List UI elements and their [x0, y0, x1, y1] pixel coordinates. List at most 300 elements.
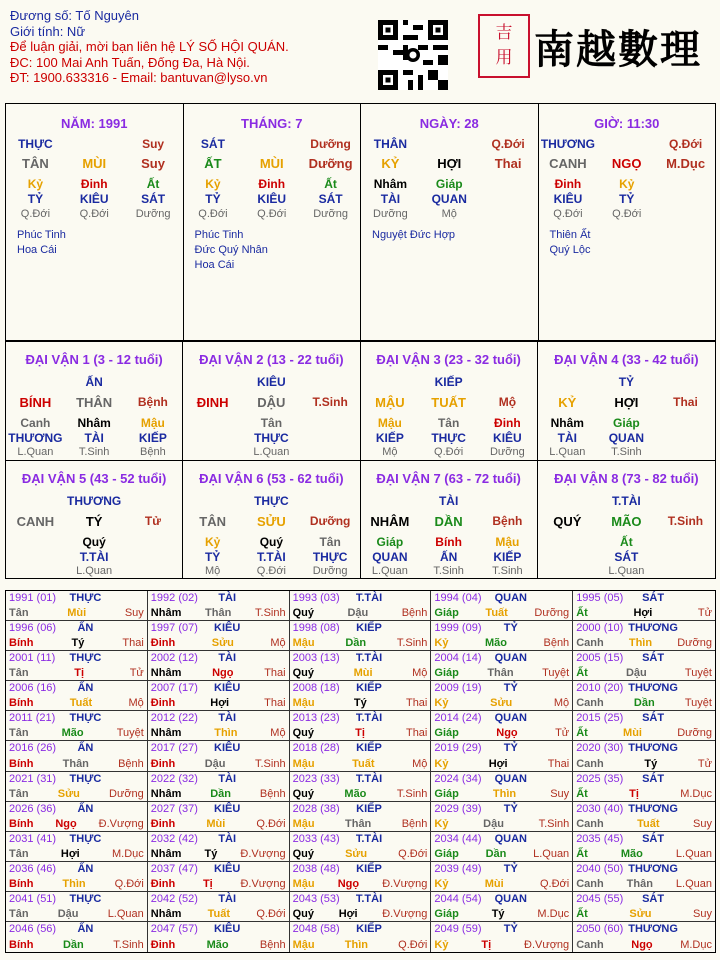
pillar-cell: Dưỡng — [310, 137, 351, 151]
year-stage: Mộ — [412, 667, 428, 680]
year-branch: Dần — [62, 939, 84, 951]
dai-van-hidden: L.Quan — [17, 446, 54, 458]
year-stem: Tân — [9, 607, 29, 620]
year-row — [293, 667, 428, 679]
year-cell — [6, 832, 148, 862]
dai-van-hidden: L.Quan — [253, 446, 290, 458]
pillar-cell: Đinh — [80, 177, 108, 191]
year-stage: Đ.Vượng — [240, 847, 286, 860]
year-god: THỰC — [69, 772, 102, 785]
year-god: QUAN — [494, 592, 527, 604]
dai-van-hidden — [124, 535, 183, 549]
year-stage: Bệnh — [401, 607, 428, 620]
year-god: ẤN — [77, 802, 94, 815]
year-stem: Ất — [576, 787, 588, 800]
pillar-2 — [361, 104, 539, 340]
dai-van-stage: Tử — [144, 513, 161, 528]
pillar-stars — [550, 228, 591, 258]
pillar-cell: TỶ — [27, 192, 44, 206]
pillar-row — [539, 156, 716, 171]
dai-van-hidden: Q.Đới — [256, 564, 286, 577]
year-branch: Sửu — [57, 787, 80, 800]
year-row — [434, 939, 569, 951]
header-info — [10, 8, 289, 86]
dai-van-god-row — [361, 375, 537, 389]
year-stem: Đinh — [150, 697, 176, 710]
dai-van-god — [301, 494, 360, 508]
year-stem: Đinh — [150, 757, 176, 770]
pillar-cell: Thai — [494, 156, 522, 171]
dai-van-cell — [183, 341, 360, 460]
year-stage: Q.Đới — [398, 939, 428, 951]
pillar-cell: QUAN — [431, 192, 467, 206]
dai-van-hidden — [301, 446, 360, 458]
year-branch: Thân — [487, 667, 514, 680]
seal-stamp-icon: 吉 用 — [478, 14, 530, 78]
year-row — [151, 607, 286, 619]
dai-van-god — [361, 375, 420, 389]
year-label: 2042 (52) — [150, 892, 198, 905]
dai-van-title: ĐẠI VẬN 3 (23 - 32 tuổi) — [376, 352, 521, 367]
dai-van-hidden: TÀI — [557, 431, 577, 445]
pillar-row — [361, 156, 538, 171]
year-branch: Mão — [620, 847, 643, 860]
year-god: T.TÀI — [355, 892, 383, 905]
dai-van-stem-row — [361, 514, 537, 529]
year-stage: Tuyệt — [684, 667, 712, 680]
year-label: 1998 (08) — [292, 622, 340, 635]
dai-van-hidden-row — [6, 416, 182, 430]
year-stem: Tân — [9, 787, 29, 800]
year-god: TÀI — [218, 892, 237, 905]
year-stage: L.Quan — [675, 877, 712, 890]
year-branch: Dậu — [204, 757, 226, 770]
year-stem: Ất — [576, 607, 588, 620]
year-god: THỰC — [69, 892, 102, 905]
year-label: 2027 (37) — [150, 802, 198, 815]
year-branch: Sửu — [345, 847, 368, 860]
year-god: TÀI — [218, 592, 237, 604]
dai-van-cell — [361, 341, 538, 460]
star-label: Hoa Cái — [194, 259, 235, 271]
year-branch: Mùi — [623, 727, 642, 740]
dai-van-title: ĐẠI VẬN 8 (73 - 82 tuổi) — [554, 470, 699, 486]
dai-van-hidden: L.Quan — [371, 564, 408, 577]
dai-van-hidden — [183, 431, 242, 445]
year-stem: Nhâm — [150, 727, 182, 740]
dai-van-stem: MẬU — [375, 395, 405, 410]
pillar-row — [6, 156, 183, 171]
year-god: ẤN — [77, 682, 94, 695]
dai-van-stem: KỶ — [558, 395, 577, 410]
year-row — [9, 818, 144, 830]
pillar-title: NGÀY: 28 — [419, 116, 479, 131]
year-branch: Tuất — [207, 907, 231, 920]
dai-van-hidden: Mậu — [495, 534, 520, 549]
year-stage: M.Dục — [112, 847, 144, 860]
year-stage: Bệnh — [543, 637, 570, 650]
year-god: QUAN — [494, 652, 527, 665]
dai-van-hidden: KIẾP — [375, 431, 404, 445]
year-cell — [148, 711, 290, 741]
year-branch: Thìn — [344, 939, 368, 951]
year-stem: Bính — [9, 939, 34, 951]
dai-van-hidden: TỶ — [204, 549, 221, 564]
year-label: 2013 (23) — [292, 712, 340, 725]
year-label: 2009 (19) — [434, 682, 482, 695]
dai-van-hidden: Tân — [319, 534, 341, 549]
pillar-1 — [184, 104, 362, 340]
dai-van-hidden-row — [6, 550, 182, 564]
year-label: 2029 (39) — [434, 802, 482, 815]
year-row — [434, 878, 569, 890]
year-label: 2047 (57) — [150, 922, 198, 935]
pillar-row — [6, 208, 183, 220]
pillar-row — [361, 192, 538, 206]
dai-van-hidden-row — [183, 431, 359, 445]
year-stage: T.Sinh — [396, 637, 428, 650]
year-row — [151, 758, 286, 770]
pillar-cell: Đinh — [554, 177, 582, 191]
dai-van-hidden-row — [183, 416, 359, 430]
year-stage: Đ.Vượng — [382, 877, 428, 890]
year-label: 1999 (09) — [434, 622, 482, 635]
year-branch: Thân — [345, 817, 372, 830]
year-god: QUAN — [494, 772, 527, 785]
year-stage: Mộ — [270, 727, 286, 740]
year-god: KIÊU — [214, 742, 241, 755]
year-label: 1994 (04) — [434, 592, 482, 604]
dai-van-stem-row — [183, 395, 359, 410]
dai-van-hidden: THỰC — [431, 431, 466, 445]
dai-van-hidden — [124, 565, 183, 577]
year-branch: Tý — [491, 907, 505, 920]
dai-van-hidden: Giáp — [613, 416, 640, 430]
pillar-cell: Q.Đới — [491, 137, 525, 151]
year-row — [293, 939, 428, 951]
dai-van-hidden: SÁT — [614, 549, 639, 564]
year-branch: Thân — [205, 607, 232, 620]
dai-van-god-row — [538, 494, 715, 508]
dai-van-hidden: Kỷ — [204, 534, 221, 549]
pillar-cell — [65, 137, 124, 151]
year-cell — [431, 711, 573, 741]
dai-van-god — [6, 375, 65, 389]
year-cell — [148, 681, 290, 711]
dai-van-hidden — [6, 565, 65, 577]
year-cell — [6, 711, 148, 741]
pillar-cell: Kỷ — [619, 177, 635, 191]
year-stage: Q.Đới — [256, 907, 286, 920]
pillar-cell: SÁT — [200, 137, 225, 151]
star-label: Quý Lộc — [549, 244, 591, 256]
dai-van-god-row — [6, 494, 182, 508]
year-cell — [148, 922, 290, 952]
year-branch: Dần — [633, 697, 655, 710]
year-god: KIẾP — [356, 862, 382, 875]
year-label: 2034 (44) — [434, 832, 482, 845]
year-god: KIẾP — [356, 682, 382, 695]
dai-van-god-row — [6, 375, 182, 389]
year-stage: Đ.Vượng — [382, 907, 428, 920]
dai-van-hidden — [656, 565, 715, 577]
dai-van-hidden: KIẾP — [493, 549, 522, 564]
star-label: Phúc Tinh — [194, 229, 244, 241]
dai-van-hidden: Bính — [435, 534, 462, 549]
year-label: 1997 (07) — [150, 622, 198, 635]
year-stem: Kỷ — [434, 817, 449, 830]
dai-van-hidden: Nhâm — [77, 416, 111, 430]
pillar-cell: THỰC — [18, 137, 53, 151]
year-stem: Kỷ — [434, 757, 449, 770]
star-label: Đức Quý Nhân — [194, 244, 268, 256]
dai-van-hidden — [6, 550, 65, 564]
year-god: T.TÀI — [355, 592, 383, 604]
dai-van-hidden: L.Quan — [549, 446, 586, 458]
year-row — [576, 788, 712, 800]
year-branch: Tý — [353, 697, 367, 710]
pillar-cell: Dưỡng — [373, 208, 408, 220]
year-stem: Nhâm — [150, 787, 182, 800]
year-branch: Tuất — [485, 607, 508, 620]
dai-van-god: THƯƠNG — [67, 493, 122, 508]
dai-van-title: ĐẠI VẬN 5 (43 - 52 tuổi) — [21, 470, 167, 486]
year-god: T.TÀI — [355, 832, 383, 845]
year-stem: Mậu — [292, 817, 315, 830]
dai-van-hidden: KIẾP — [138, 431, 167, 445]
pillar-cell: THÂN — [373, 137, 408, 151]
year-stage: Bệnh — [259, 939, 286, 951]
year-cell — [431, 591, 573, 621]
pillar-cell: Kỷ — [27, 177, 44, 191]
dai-van-hidden — [6, 535, 65, 549]
year-stem: Mậu — [292, 697, 315, 710]
year-god: THỰC — [69, 712, 102, 725]
year-row — [434, 697, 569, 709]
pillar-cell: Ất — [324, 177, 337, 191]
year-stem: Canh — [576, 817, 604, 830]
dai-van-god-row — [538, 375, 715, 389]
year-label: 2017 (27) — [150, 742, 198, 755]
year-row — [9, 667, 144, 679]
year-row — [576, 818, 712, 830]
year-stem: Giáp — [434, 727, 459, 740]
dai-van-hidden: Dưỡng — [489, 446, 525, 458]
year-cell — [431, 892, 573, 922]
dai-van-hidden-row — [361, 550, 537, 564]
dai-van-stage: T.Sinh — [312, 395, 348, 409]
dai-van-stage: Bệnh — [492, 513, 523, 528]
year-label: 1996 (06) — [9, 622, 57, 635]
year-stem: Giáp — [434, 667, 459, 680]
year-branch: Mão — [61, 727, 84, 740]
year-branch: Sửu — [629, 907, 652, 920]
year-cell — [6, 922, 148, 952]
year-stem: Đinh — [150, 877, 176, 890]
year-god: THƯƠNG — [628, 922, 678, 935]
dai-van-god — [478, 375, 537, 389]
year-cell — [573, 591, 715, 621]
year-stem: Mậu — [292, 637, 315, 650]
dai-van-hidden: Quý — [259, 534, 284, 549]
year-label: 2005 (15) — [576, 652, 624, 665]
year-stem: Nhâm — [150, 847, 182, 860]
year-stage: Tử — [697, 607, 712, 620]
year-branch: Mão — [206, 939, 229, 951]
year-cell — [148, 772, 290, 802]
year-god: KIÊU — [214, 682, 241, 695]
pillar-title: NĂM: 1991 — [61, 116, 128, 131]
dai-van-hidden-row — [538, 565, 715, 577]
year-branch: Ngọ — [337, 877, 360, 890]
dai-van-hidden-row — [6, 535, 182, 549]
year-branch: Tý — [71, 637, 85, 650]
year-god: ẤN — [77, 922, 94, 935]
year-stem: Giáp — [434, 607, 459, 620]
year-stage: Dưỡng — [109, 787, 144, 800]
year-cell — [290, 621, 432, 651]
year-branch: Thìn — [62, 877, 86, 890]
year-god: THƯƠNG — [628, 802, 678, 815]
year-god: ẤN — [77, 742, 94, 755]
pillar-cell: NGỌ — [611, 156, 642, 171]
pillar-row — [539, 137, 716, 151]
pillar-cell: Q.Đới — [79, 208, 109, 220]
year-branch: Tị — [355, 727, 365, 740]
year-stage: T.Sinh — [396, 787, 428, 800]
year-stage: Mộ — [412, 757, 428, 770]
year-branch: Ngọ — [212, 667, 234, 680]
year-branch: Dần — [345, 637, 367, 650]
year-label: 2031 (41) — [9, 832, 57, 845]
year-branch: Mùi — [206, 817, 226, 830]
pillar-row — [6, 192, 183, 206]
dai-van-hidden: Giáp — [376, 534, 404, 549]
year-god: TÀI — [218, 712, 237, 725]
pillar-cell: M.Dục — [666, 156, 706, 171]
year-row — [293, 788, 428, 800]
year-stage: Dưỡng — [677, 637, 712, 650]
year-label: 2016 (26) — [9, 742, 57, 755]
year-row — [9, 848, 144, 860]
year-label: 2048 (58) — [292, 922, 340, 935]
dai-van-god — [361, 494, 420, 508]
year-stage: Mộ — [128, 697, 144, 710]
year-branch: Dần — [485, 847, 507, 860]
year-cell — [6, 591, 148, 621]
dai-van-hidden: THỰC — [312, 549, 348, 564]
year-cell — [148, 862, 290, 892]
pillar-row — [361, 177, 538, 191]
year-row — [434, 848, 569, 860]
year-row — [151, 667, 286, 679]
year-label: 2001 (11) — [9, 652, 56, 665]
year-branch: Hợi — [488, 757, 508, 770]
year-cell — [290, 772, 432, 802]
year-god: TÀI — [218, 652, 237, 665]
year-label: 2011 (21) — [9, 712, 56, 725]
year-stem: Canh — [576, 757, 604, 770]
year-branch: Mùi — [67, 607, 87, 620]
pillar-cell — [656, 177, 715, 191]
year-branch: Thân — [62, 757, 89, 770]
year-branch: Tị — [74, 667, 85, 680]
year-branch: Tị — [629, 787, 639, 800]
contact-line-2: ĐC: 100 Mai Anh Tuấn, Đống Đa, Hà Nội. — [10, 54, 250, 70]
dai-van-hidden-row — [361, 565, 537, 577]
dai-van-branch: MÃO — [611, 513, 642, 529]
dai-van-god: THỰC — [254, 493, 289, 508]
dai-van-stage: Dưỡng — [309, 513, 351, 528]
year-stage: Tử — [129, 667, 144, 680]
dai-van-hidden: Bệnh — [140, 446, 166, 458]
year-stem: Ất — [576, 667, 588, 680]
dai-van-branch: TÝ — [85, 513, 103, 529]
year-label: 2003 (13) — [292, 652, 340, 665]
year-god: THƯƠNG — [628, 682, 678, 695]
dai-van-hidden: QUAN — [372, 549, 408, 564]
dai-van-hidden: T.Sinh — [433, 564, 464, 577]
dai-van-branch: SỬU — [256, 513, 286, 529]
year-label: 1992 (02) — [150, 592, 198, 604]
year-branch: Tuất — [352, 757, 375, 770]
year-row — [151, 727, 286, 739]
year-god: QUAN — [494, 712, 527, 725]
year-stem: Canh — [576, 877, 604, 890]
year-stem: Tân — [9, 847, 29, 860]
dai-van-stem-row — [538, 514, 715, 529]
year-stage: T.Sinh — [255, 607, 286, 620]
year-row — [151, 818, 286, 830]
pillar-title: GIỜ: 11:30 — [594, 116, 660, 131]
dai-van-cell — [538, 341, 715, 460]
year-stem: Nhâm — [150, 607, 182, 620]
year-stage: T.Sinh — [113, 939, 144, 951]
year-row — [9, 908, 144, 920]
year-cell — [6, 651, 148, 681]
pillar-cell: KIÊU — [257, 192, 287, 206]
year-god: SÁT — [642, 712, 665, 725]
dai-van-hidden-row — [6, 565, 182, 577]
dai-van-hidden: KIÊU — [493, 431, 522, 445]
year-stage: Q.Đới — [256, 817, 286, 830]
year-row — [293, 607, 428, 619]
year-cell — [290, 832, 432, 862]
year-row — [434, 667, 569, 679]
year-cell — [290, 651, 432, 681]
year-label: 2000 (10) — [576, 622, 624, 635]
year-branch: Ngọ — [496, 727, 518, 740]
year-label: 2039 (49) — [434, 862, 482, 875]
pillar-0 — [6, 104, 184, 340]
year-god: TỶ — [503, 802, 518, 815]
dai-van-god: KIẾP — [434, 375, 463, 389]
pillar-cell: TỶ — [205, 192, 221, 206]
dai-van-god — [301, 375, 360, 389]
dai-van-stem: QUÝ — [553, 513, 582, 529]
dai-van-god-row — [183, 494, 359, 508]
year-branch: Mão — [484, 637, 507, 650]
dai-van-hidden: Dưỡng — [312, 564, 348, 577]
year-cell — [6, 681, 148, 711]
pillar-row — [184, 177, 361, 191]
dai-van-god — [538, 375, 597, 389]
dai-van-cell — [6, 341, 183, 460]
year-stage: M.Dục — [537, 907, 570, 920]
year-label: 2041 (51) — [9, 892, 57, 905]
dai-van-stage: Thai — [673, 395, 698, 409]
year-cell — [573, 802, 715, 832]
